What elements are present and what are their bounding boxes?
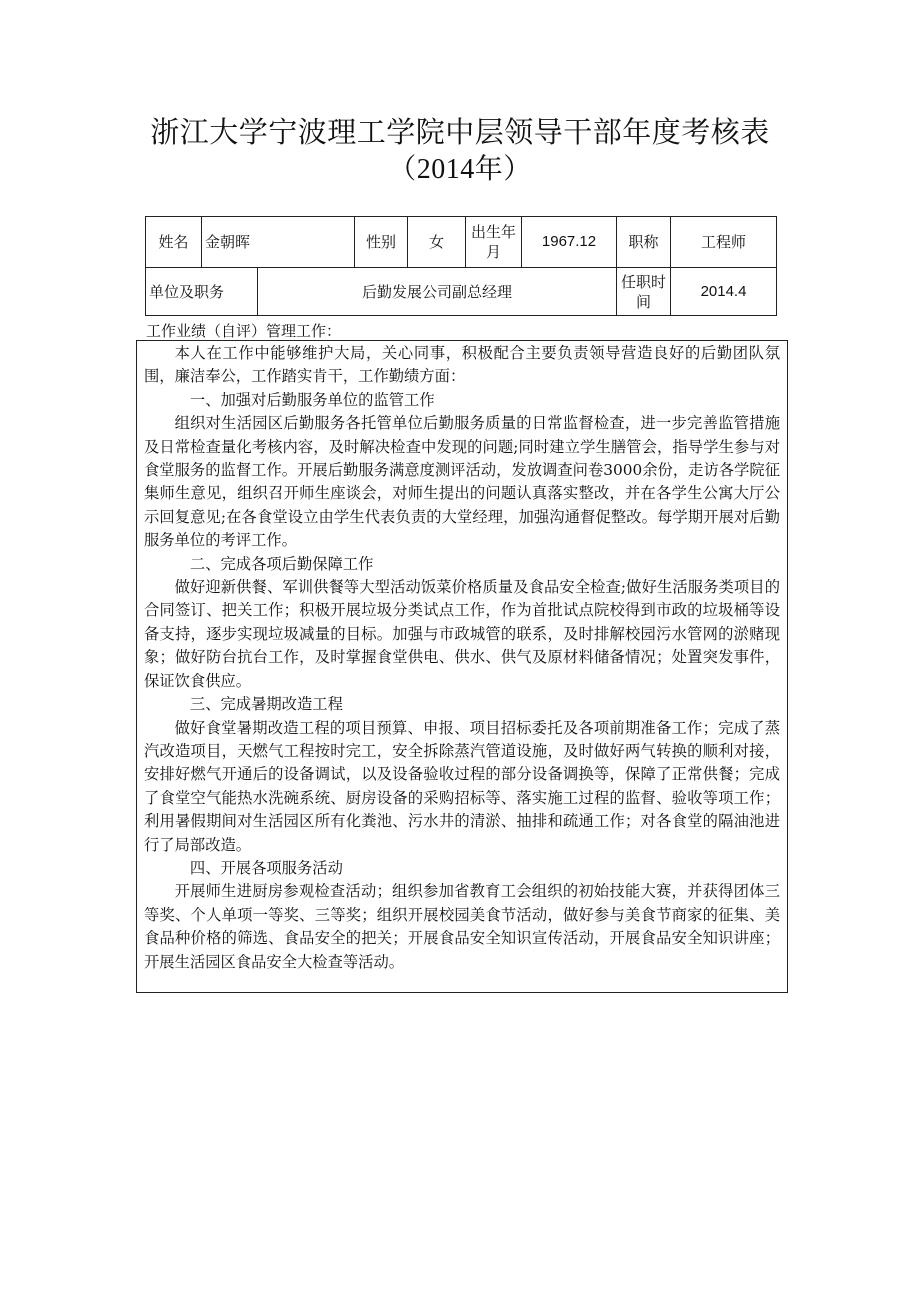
gender-value: 女	[408, 217, 466, 268]
personal-info-table	[145, 216, 777, 316]
section-heading-4: 四、开展各项服务活动	[189, 858, 343, 877]
section-paragraph-4: 开展师生进厨房参观检查活动；组织参加省教育工会组织的初始技能大赛，并获得团体三等奖、个人单项一等奖、三等奖；组织开展校园美食节活动，做好参与美食节商家的征集、美食品种价格的筛选、食品安全的把关；开展食品安全知识宣传活动，开展食品安全知识讲座；开展生活园区食品安全大检查等活动。	[144, 882, 780, 971]
gender-label: 性别	[355, 217, 408, 268]
name-value: 金朝晖	[202, 217, 355, 268]
unit-value: 后勤发展公司副总经理	[258, 268, 617, 316]
info-row-basic	[146, 217, 777, 268]
section-heading-3: 三、完成暑期改造工程	[189, 695, 343, 714]
info-row-position	[146, 268, 777, 316]
section-heading-2: 二、完成各项后勤保障工作	[189, 554, 374, 573]
performance-section-label: 工作业绩（自评）管理工作：	[146, 322, 342, 340]
birth-label: 出生年月	[466, 217, 522, 268]
title-value: 工程师	[671, 217, 777, 268]
performance-text-box	[136, 340, 788, 993]
name-label: 姓名	[146, 217, 202, 268]
section-paragraph-3: 做好食堂暑期改造工程的项目预算、申报、项目招标委托及各项前期准备工作；完成了蒸汽改造项目，天燃气工程按时完工，安全拆除蒸汽管道设施，及时做好两气转换的顺利对接，安排好燃气开通后的设备调试，以及设备验收过程的部分设备调换等，保障了正常供餐；完成了食堂空气能热水洗碗系统、厨房设备的采购招标等、落实施工过程的监督、验收等项工作；利用暑假期间对生活园区所有化粪池、污水井的清淤、抽排和疏通工作；对各食堂的隔油池进行了局部改造。	[144, 718, 780, 854]
birth-value: 1967.12	[522, 217, 617, 268]
tenure-label: 任职时间	[617, 268, 671, 316]
document-title: 浙江大学宁波理工学院中层领导干部年度考核表	[150, 115, 770, 149]
unit-label: 单位及职务	[146, 268, 258, 316]
section-paragraph-2: 做好迎新供餐、军训供餐等大型活动饭菜价格质量及食品安全检查;做好生活服务类项目的合同签订、把关工作；积极开展垃圾分类试点工作，作为首批试点院校得到市政的垃圾桶等设备支持，逐步实现垃圾减量的目标。加强与市政城管的联系，及时排解校园污水管网的淤赌现象；做好防台抗台工作，及时掌握食堂供电、供水、供气及原材料储备情况；处置突发事件，保证饮食供应。	[144, 578, 780, 690]
section-paragraph-1: 组织对生活园区后勤服务各托管单位后勤服务质量的日常监督检查，进一步完善监管措施及日常检查量化考核内容，及时解决检查中发现的问题;同时建立学生膳管会，指导学生参与对食堂服务的监督工作。开展后勤服务满意度测评活动，发放调查问卷3000余份，走访各学院征集师生意见，组织召开师生座谈会，对师生提出的问题认真落实整改，并在各学生公寓大厅公示回复意见;在各食堂设立由学生代表负责的大堂经理，加强沟通督促整改。每学期开展对后勤服务单位的考评工作。	[144, 414, 780, 550]
intro-paragraph: 本人在工作中能够维护大局，关心同事，积极配合主要负责领导营造良好的后勤团队氛围，廉洁奉公，工作踏实肯干，工作勤绩方面：	[144, 344, 780, 386]
title-label: 职称	[617, 217, 671, 268]
document-subtitle: （2014年）	[388, 154, 532, 185]
tenure-value: 2014.4	[671, 268, 777, 316]
section-heading-1: 一、加强对后勤服务单位的监管工作	[189, 390, 435, 409]
